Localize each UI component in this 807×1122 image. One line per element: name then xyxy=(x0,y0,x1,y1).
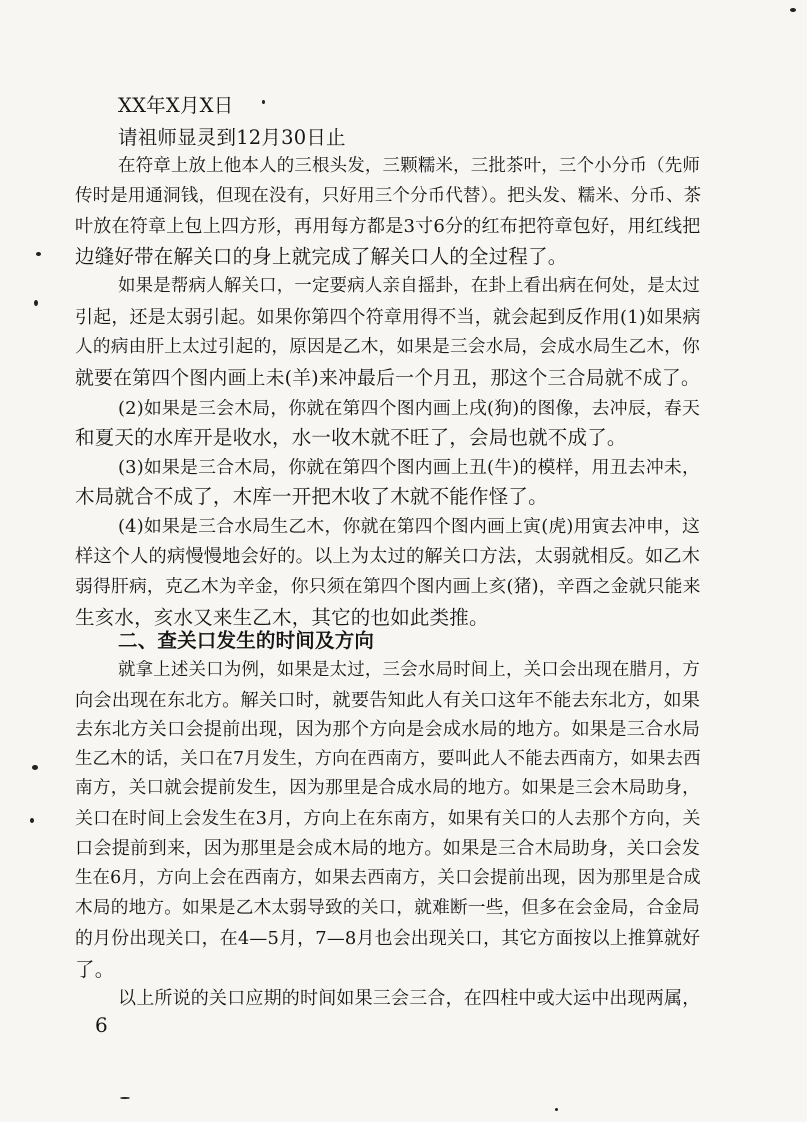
text-line: 就要在第四个图内画上未(羊)来冲最后一个月丑，那这个三合局就不成了。 xyxy=(75,367,701,389)
text-line: 请祖师显灵到12月30日止 xyxy=(118,126,346,149)
text-line: 人的病由肝上太过引起的，原因是乙木，如果是三会水局，会成水局生乙木，你 xyxy=(75,337,700,357)
page-number: 6 xyxy=(95,1013,108,1037)
text-line: 木局的地方。如果是乙木太弱导致的关口，就难断一些，但多在会金局，合金局 xyxy=(75,898,700,918)
text-line: 如果是帮病人解关口，一定要病人亲自摇卦，在卦上看出病在何处，是太过 xyxy=(118,276,701,296)
text-line: 在符章上放上他本人的三根头发，三颗糯米，三批茶叶，三个小分币（先师 xyxy=(118,156,701,176)
scan-speck xyxy=(120,1097,130,1099)
section-heading: 二、查关口发生的时间及方向 xyxy=(118,629,375,652)
text-line: 边缝好带在解关口的身上就完成了解关口人的全过程了。 xyxy=(75,245,568,268)
scan-speck xyxy=(34,300,38,306)
scan-speck xyxy=(555,1108,558,1111)
text-line: (4)如果是三合水局生乙木，你就在第四个图内画上寅(虎)用寅去冲申，这 xyxy=(118,516,701,537)
text-line: 向会出现在东北方。解关口时，就要告知此人有关口这年不能去东北方，如果 xyxy=(75,690,701,711)
text-line: 南方，关口就会提前发生，因为那里是合成水局的地方。如果是三会木局助身， xyxy=(75,778,700,798)
text-line: 生乙木的话，关口在7月发生，方向在西南方，要叫此人不能去西南方，如果去西 xyxy=(75,749,701,769)
text-line: 生在6月，方向上会在西南方，如果去西南方，关口会提前出现，因为那里是合成 xyxy=(75,868,701,888)
text-line: (3)如果是三合木局，你就在第四个图内画上丑(牛)的模样，用丑去冲未， xyxy=(118,457,701,478)
text-line: 和夏天的水库开是收水，水一收木就不旺了，会局也就不成了。 xyxy=(75,426,627,449)
text-line: 传时是用通洞钱，但现在没有，只好用三个分币代替）。把头发、糯米、分币、茶 xyxy=(75,186,702,206)
text-line: 引起，还是太弱引起。如果你第四个符章用得不当，就会起到反作用(1)如果病 xyxy=(75,307,701,328)
text-line: 去东北方关口会提前出现，因为那个方向是会成水局的地方。如果是三合水局 xyxy=(75,719,701,740)
date-line: XX年X月X日 xyxy=(118,94,234,117)
scan-speck xyxy=(32,765,38,770)
text-line: 以上所说的关口应期的时间如果三会三合，在四柱中或大运中出现两属， xyxy=(118,988,701,1009)
scan-speck xyxy=(36,252,41,256)
text-line: 样这个人的病慢慢地会好的。以上为太过的解关口方法，太弱就相反。如乙木 xyxy=(75,546,701,567)
text-line: 口会提前到来，因为那里是会成木局的地方。如果是三合木局助身，关口会发 xyxy=(75,838,701,859)
text-line: 弱得肝病，克乙木为辛金，你只须在第四个图内画上亥(猪)，辛酉之金就只能来 xyxy=(75,576,701,597)
scan-speck xyxy=(30,818,34,823)
scan-speck xyxy=(262,100,265,104)
scan-speck xyxy=(790,8,796,12)
text-line: 叶放在符章上包上四方形，再用每方都是3寸6分的红布把符章包好，用红线把 xyxy=(75,216,701,237)
text-line: 关口在时间上会发生在3月，方向上在东南方，如果有关口的人去那个方向，关 xyxy=(75,808,701,829)
text-line: 的月份出现关口，在4—5月，7—8月也会出现关口，其它方面按以上推算就好 xyxy=(75,928,701,949)
text-line: 就拿上述关口为例，如果是太过，三会水局时间上，关口会出现在腊月，方 xyxy=(118,660,701,680)
text-line: 生亥水，亥水又来生乙木，其它的也如此类推。 xyxy=(75,606,489,629)
text-line: 了。 xyxy=(75,958,115,981)
text-line: (2)如果是三会木局，你就在第四个图内画上戌(狗)的图像，去冲辰，春天 xyxy=(118,398,701,419)
text-line: 木局就合不成了，木库一开把木收了木就不能作怪了。 xyxy=(75,485,548,508)
